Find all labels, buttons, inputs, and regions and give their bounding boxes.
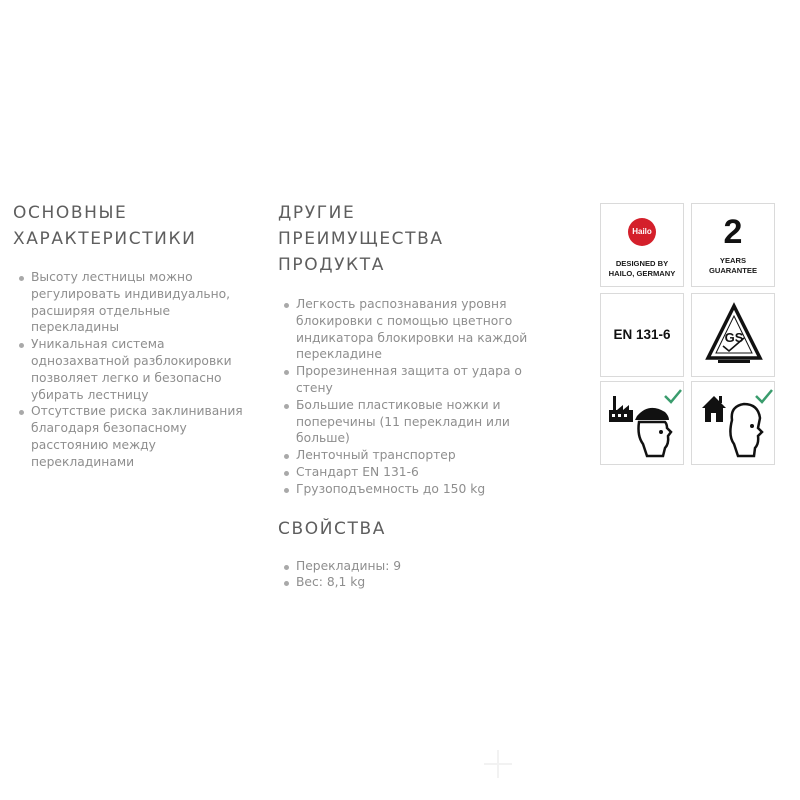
other-benefits-item: Большие пластиковые ножки и поперечины (11 перекладин или больше) (278, 397, 528, 447)
home-use-check-icon (692, 382, 776, 466)
feature-badges-grid (600, 203, 775, 467)
main-features-item: Уникальная система однозахватной разблокировки позволяет легко и безопасно убирать лестницу (13, 336, 258, 403)
svg-text:GS: GS (724, 330, 744, 345)
hailo-logo-text: Hailo (632, 227, 652, 236)
properties-item: Перекладины: 9 (278, 558, 528, 575)
designed-by-line2: HAILO, GERMANY (608, 269, 676, 278)
designed-by-text (601, 259, 683, 279)
professional-use-check-icon (601, 382, 685, 466)
other-benefits-item: Легкость распознавания уровня блокировки с помощью цветного индикатора блокировки на каждой перекладине (278, 296, 528, 363)
other-benefits-item: Грузоподъемность до 150 kg (278, 481, 528, 498)
other-benefits-heading (278, 200, 528, 278)
professional-use-badge (600, 381, 684, 465)
main-features-section (13, 200, 258, 471)
faint-watermark-icon (482, 748, 514, 780)
other-benefits-heading-line2: ПРЕИМУЩЕСТВА (278, 229, 444, 249)
designed-by-hailo-badge (600, 203, 684, 287)
guarantee-badge (691, 203, 775, 287)
standard-text: EN 131-6 (613, 327, 671, 342)
main-features-list (13, 269, 258, 471)
main-features-heading (13, 200, 258, 252)
gs-safety-triangle-icon (692, 294, 776, 378)
home-use-badge (691, 381, 775, 465)
other-benefits-section (278, 200, 528, 591)
other-benefits-item: Прорезиненная защита от удара о стену (278, 363, 528, 397)
other-benefits-list (278, 296, 528, 498)
properties-item: Вес: 8,1 kg (278, 574, 528, 591)
other-benefits-heading-line3: ПРОДУКТА (278, 255, 385, 275)
main-features-heading-line1: ОСНОВНЫЕ (13, 203, 128, 223)
standard-badge (600, 293, 684, 377)
properties-list (278, 558, 528, 592)
main-features-item: Отсутствие риска заклинивания благодаря безопасному расстоянию между перекладинами (13, 403, 258, 470)
main-features-item: Высоту лестницы можно регулировать индивидуально, расширяя отдельные перекладины (13, 269, 258, 336)
gs-mark-badge (691, 293, 775, 377)
other-benefits-item: Стандарт EN 131-6 (278, 464, 528, 481)
hailo-logo-icon (628, 218, 656, 246)
guarantee-line1: YEARS (719, 256, 747, 265)
guarantee-years-number: 2 (723, 213, 743, 251)
guarantee-line2: GUARANTEE (708, 266, 758, 275)
other-benefits-item: Ленточный транспортер (278, 447, 528, 464)
designed-by-line1: DESIGNED BY (615, 259, 669, 268)
guarantee-text (692, 256, 774, 276)
other-benefits-heading-line1: ДРУГИЕ (278, 203, 356, 223)
main-features-heading-line2: ХАРАКТЕРИСТИКИ (13, 229, 197, 249)
properties-heading: СВОЙСТВА (278, 518, 386, 539)
